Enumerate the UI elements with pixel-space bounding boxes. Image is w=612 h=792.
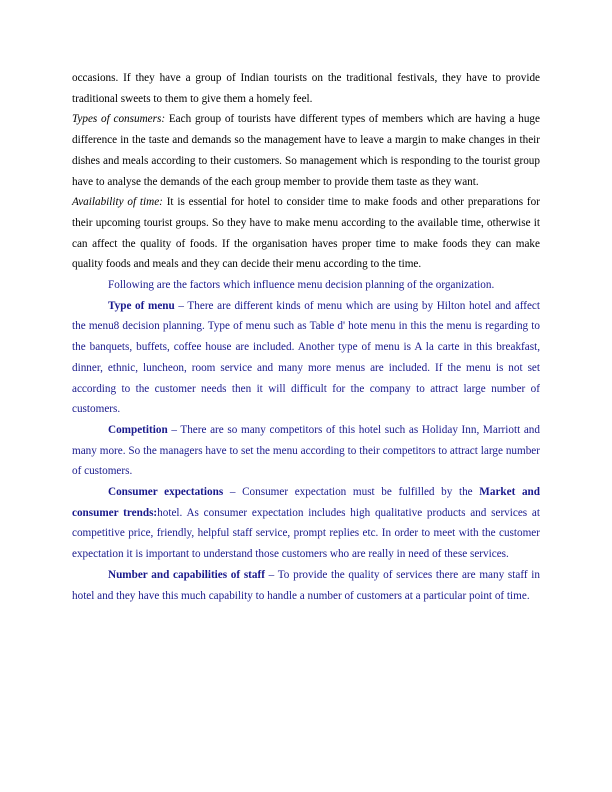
paragraph-text: It is essential for hotel to consider time to make foods and other preparations for their upcoming tourist groups. So they have to make menu according to the available time, otherwise it can affect the quality of foods. If the organisation haves proper time to make foods they can make quality foods and meals and they can decide their menu according to the time. (72, 196, 540, 271)
paragraph-heading-availability-of-time: Availability of time: (72, 196, 163, 209)
paragraph-text: Each group of tourists have different types of members which are having a huge difference in the taste and demands so the management have to leave a margin to make changes in their dishes and meals according to their customers. So management which is responding to the tourist group have to analyse the demands of the each group member to provide them taste as they want. (72, 113, 540, 188)
paragraph-heading-competition: Competition (108, 423, 168, 436)
paragraph-heading-type-of-menu: Type of menu (108, 299, 175, 312)
paragraph-text: – There are different kinds of menu which are using by Hilton hotel and affect the menu8 decision planning. Type of menu such as Table d' hote menu in this the menu is regarding to the banquets, buffets, coffee house are included. Another type of menu is A la carte in this breakfast, dinner, ethnic, luncheon, room service and many more menus are included. If the menu is not set according to the customer needs then it will difficult for the company to attract large number of customers. (72, 299, 541, 416)
paragraph-types-of-consumers (72, 109, 540, 192)
paragraph-type-of-menu (72, 296, 540, 420)
paragraph-heading-staff: Number and capabilities of staff (108, 568, 265, 581)
paragraph-text: occasions. If they have a group of Indian tourists on the traditional festivals, they have to provide traditional sweets to them to give them a homely feel. (72, 72, 540, 105)
paragraph-consumer-expectations (72, 482, 540, 565)
paragraph-availability-of-time (72, 192, 540, 275)
paragraph-text: hotel. As consumer expectation includes high qualitative products and services at competitive price, friendly, helpful staff service, prompt replies etc. In order to meet with the customer expectation it is important to understand those customers who are really in need of these services. (72, 506, 540, 561)
paragraph-text: Following are the factors which influence menu decision planning of the organization. (108, 279, 495, 292)
paragraph-heading-types-of-consumers: Types of consumers: (72, 113, 166, 126)
paragraph-staff (72, 565, 540, 606)
paragraph-factors-intro (72, 275, 540, 296)
paragraph-heading-consumer-expectations: Consumer expectations (108, 486, 224, 499)
paragraph-occasions (72, 68, 540, 109)
document-page (72, 68, 540, 606)
paragraph-competition (72, 420, 540, 482)
paragraph-text: – Consumer expectation must be fulfilled by the (223, 486, 480, 499)
paragraph-heading-market-trends: Market and consumer trends: (72, 486, 541, 519)
paragraph-text: – There are so many competitors of this hotel such as Holiday Inn, Marriott and many more. So the managers have to set the menu according to their competitors to attract large number of customers. (72, 423, 540, 478)
paragraph-text: – To provide the quality of services there are many staff in hotel and they have this much capability to handle a number of customers at a particular point of time. (72, 568, 540, 602)
